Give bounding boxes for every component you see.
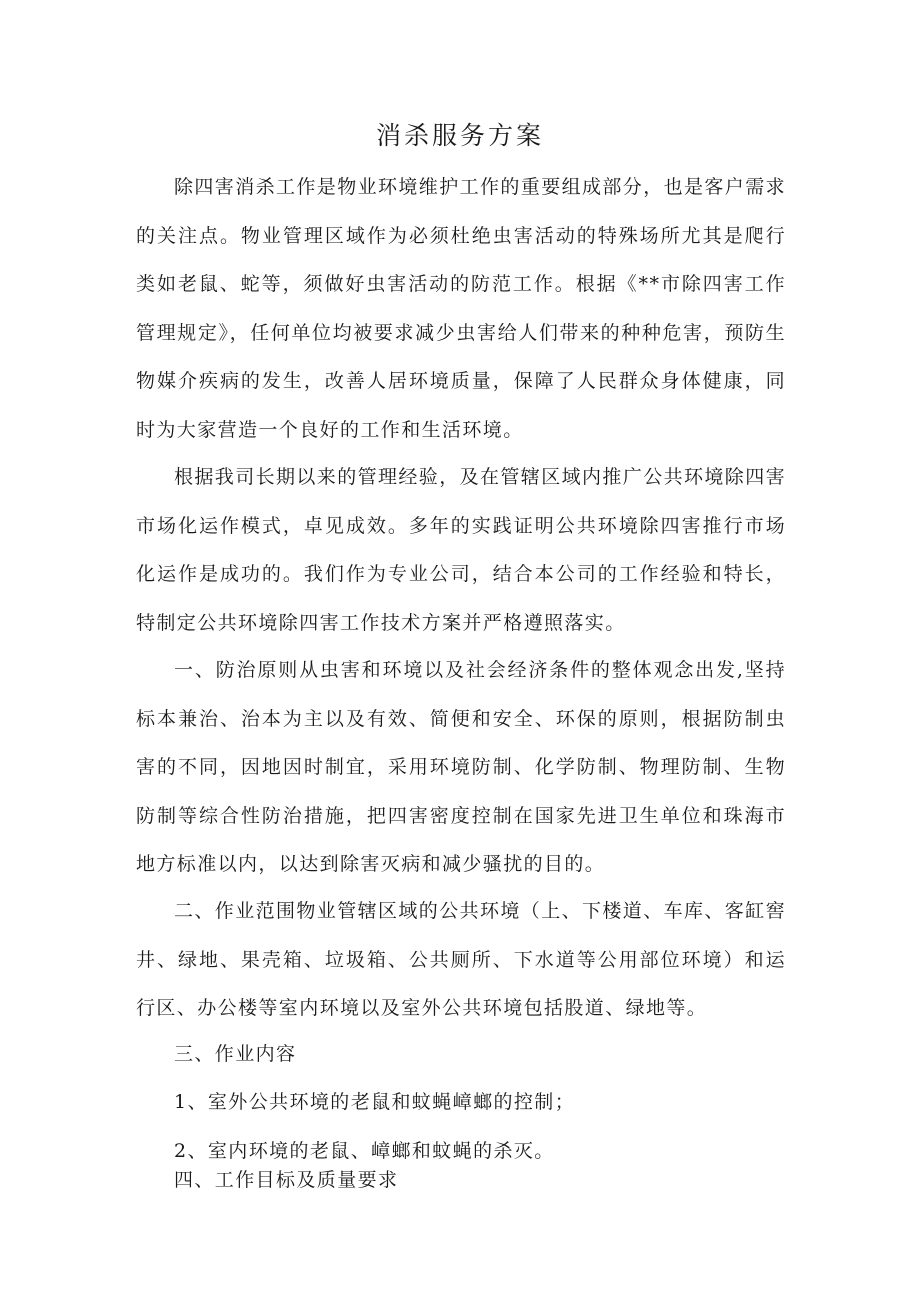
work-item-1: 1、室外公共环境的老鼠和蚊蝇嶂螂的控制； [174, 1091, 576, 1113]
work-scope-paragraph: 二、作业范围物业管辖区域的公共环境（上、下楼道、车库、客缸窖井、绿地、果壳箱、垃圾箱、公共厕所、下水道等公用部位环境）和运行区、办公楼等室内环境以及室外公共环境包括股道、绿地等。 [136, 900, 787, 1019]
intro-paragraph-block [136, 163, 786, 454]
work-item-2: 2、室内环境的老鼠、嶂螂和蚊蝇的杀灭。 [174, 1140, 555, 1162]
intro-paragraph: 除四害消杀工作是物业环境维护工作的重要组成部分，也是客户需求的关注点。物业管理区域作为必须杜绝虫害活动的特殊场所尤其是爬行类如老鼠、蛇等，须做好虫害活动的防范工作。根据《**市除四害工作管理规定》，任何单位均被要求减少虫害给人们带来的种种危害，预防生物媒介疾病的发生，改善人居环境质量，保障了人民群众身体健康，同时为大家营造一个良好的工作和生活环境。 [136, 176, 787, 441]
experience-paragraph-block [136, 453, 786, 647]
work-scope-block [136, 887, 786, 1033]
prevention-principle-paragraph: 一、防治原则从虫害和环境以及社会经济条件的整体观念出发,坚持标本兼治、治本为主以及有效、简便和安全、环保的原则，根据防制虫害的不同，因地因时制宜，采用环境防制、化学防制、物理防制、生物防制等综合性防治措施，把四害密度控制在国家先进卫生单位和珠海市地方标准以内，以达到除害灭病和减少骚扰的目的。 [136, 659, 786, 875]
document-title: 消杀服务方案 [375, 121, 544, 150]
section-3-heading: 三、作业内容 [174, 1043, 297, 1065]
prevention-principle-block [136, 646, 786, 889]
experience-paragraph: 根据我司长期以来的管理经验，及在管辖区域内推广公共环境除四害市场化运作模式，卓见成效。多年的实践证明公共环境除四害推行市场化运作是成功的。我们作为专业公司，结合本公司的工作经验和特长，特制定公共环境除四害工作技术方案并严格遵照落实。 [136, 466, 787, 634]
section-4-heading: 四、工作目标及质量要求 [174, 1169, 399, 1191]
